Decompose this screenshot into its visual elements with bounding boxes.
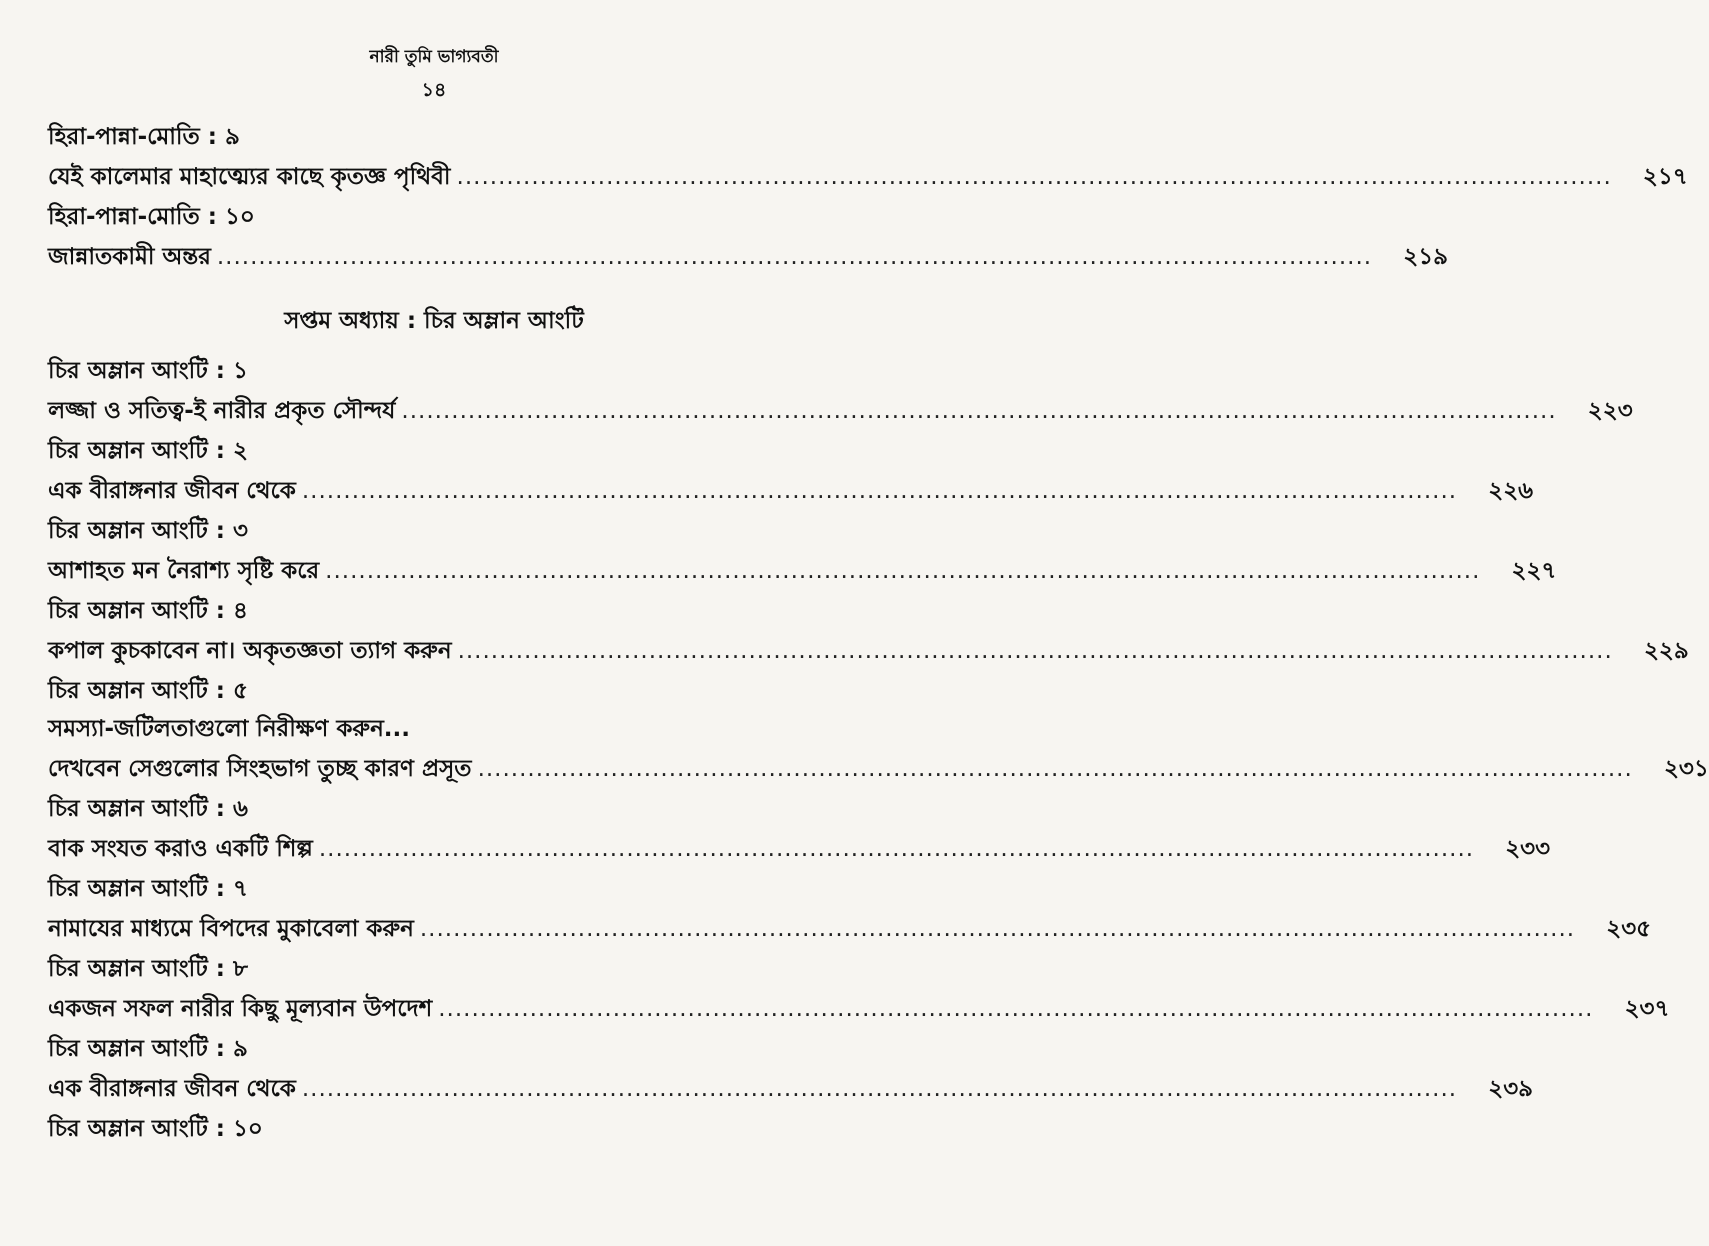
entry-subheading: হিরা-পান্না-মোতি : ১০ (48, 204, 255, 230)
toc-entry (48, 432, 1534, 512)
entry-page: ২৩৩ (1505, 836, 1551, 862)
entry-page: ২১৭ (1642, 164, 1688, 190)
toc-entry (48, 870, 1652, 950)
entry-page: ২৩৭ (1624, 996, 1670, 1022)
toc-entry (48, 1030, 1534, 1110)
page-number: ১৪ (421, 79, 447, 101)
entry-line (48, 1068, 1534, 1110)
toc-entry (48, 1110, 828, 1148)
leader-dots: ........................................................................................................................................... (325, 558, 1481, 584)
entry-line (48, 390, 1633, 432)
entry-subheading: চির অম্লান আংটি : ৪ (48, 598, 248, 624)
toc-entry (48, 790, 1551, 870)
entry-line (48, 236, 1449, 278)
entry-line (48, 908, 1652, 950)
entry-page: ২৩১ (1663, 756, 1709, 782)
toc-entry (48, 592, 1689, 672)
entry-page: ২২৬ (1488, 478, 1534, 504)
entry-title: লজ্জা ও সতিত্ব-ই নারীর প্রকৃত সৌন্দর্য (48, 398, 396, 424)
entry-title: দেখবেন সেগুলোর সিংহভাগ তুচ্ছ কারণ প্রসূত (48, 756, 472, 782)
entry-title: বাক সংযত করাও একটি শিল্প (48, 836, 313, 862)
entry-subheading: চির অম্লান আংটি : ৩ (48, 518, 248, 544)
entry-title: নামাযের মাধ্যমে বিপদের মুকাবেলা করুন (48, 916, 414, 942)
toc-entry (48, 950, 1670, 1030)
running-head: নারী তুমি ভাগ্যবতী (369, 47, 499, 67)
toc-entry (48, 352, 1633, 432)
leader-dots: ........................................................................................................................................... (456, 164, 1612, 190)
entry-line (48, 748, 1709, 790)
entry-subheading: হিরা-পান্না-মোতি : ৯ (48, 124, 240, 150)
entry-title: যেই কালেমার মাহাত্ম্যের কাছে কৃতজ্ঞ পৃথিবী (48, 164, 451, 190)
leader-dots: ........................................................................................................................................... (401, 398, 1557, 424)
leader-dots: ........................................................................................................................................... (301, 1076, 1458, 1102)
toc-entry (48, 198, 1449, 278)
entry-title: এক বীরাঙ্গনার জীবন থেকে (48, 478, 296, 504)
entry-subheading: চির অম্লান আংটি : ১০ (48, 1116, 263, 1142)
toc-entry (48, 512, 1557, 592)
entry-subheading: চির অম্লান আংটি : ৫ (48, 678, 248, 704)
entry-subheading: চির অম্লান আংটি : ১ (48, 358, 248, 384)
entry-title-line: সমস্যা-জটিলতাগুলো নিরীক্ষণ করুন... (48, 716, 411, 742)
entry-line (48, 156, 1688, 198)
entry-page: ২৩৯ (1488, 1076, 1534, 1102)
entry-subheading: চির অম্লান আংটি : ৬ (48, 796, 248, 822)
entry-page: ২২৭ (1511, 558, 1557, 584)
entry-line (48, 828, 1551, 870)
entry-line (48, 988, 1670, 1030)
leader-dots: ........................................................................................................................................... (477, 756, 1633, 782)
entry-page: ২২৯ (1643, 638, 1689, 664)
leader-dots: ........................................................................................................................................... (216, 244, 1373, 270)
entry-title: জান্নাতকামী অন্তর (48, 244, 211, 270)
entry-subheading: চির অম্লান আংটি : ৮ (48, 956, 248, 982)
chapter-heading: সপ্তম অধ্যায় : চির অম্লান আংটি (284, 308, 584, 334)
toc-entry (48, 672, 1709, 790)
entry-line (48, 550, 1557, 592)
toc-entry (48, 118, 1688, 198)
leader-dots: ........................................................................................................................................... (318, 836, 1475, 862)
entry-title: এক বীরাঙ্গনার জীবন থেকে (48, 1076, 296, 1102)
table-of-contents (48, 118, 1709, 1148)
leader-dots: ........................................................................................................................................... (438, 996, 1594, 1022)
leader-dots: ........................................................................................................................................... (301, 478, 1458, 504)
entry-subheading: চির অম্লান আংটি : ২ (48, 438, 248, 464)
entry-page: ২৩৫ (1606, 916, 1652, 942)
entry-line (48, 630, 1689, 672)
entry-title: আশাহত মন নৈরাশ্য সৃষ্টি করে (48, 558, 320, 584)
entry-subheading: চির অম্লান আংটি : ৯ (48, 1036, 248, 1062)
entry-title: একজন সফল নারীর কিছু মূল্যবান উপদেশ (48, 996, 433, 1022)
entry-page: ২২৩ (1587, 398, 1633, 424)
entry-subheading: চির অম্লান আংটি : ৭ (48, 876, 248, 902)
leader-dots: ........................................................................................................................................... (457, 638, 1613, 664)
entry-line (48, 470, 1534, 512)
entry-title: কপাল কুচকাবেন না। অকৃতজ্ঞতা ত্যাগ করুন (48, 638, 452, 664)
entry-page: ২১৯ (1403, 244, 1449, 270)
leader-dots: ........................................................................................................................................... (419, 916, 1576, 942)
